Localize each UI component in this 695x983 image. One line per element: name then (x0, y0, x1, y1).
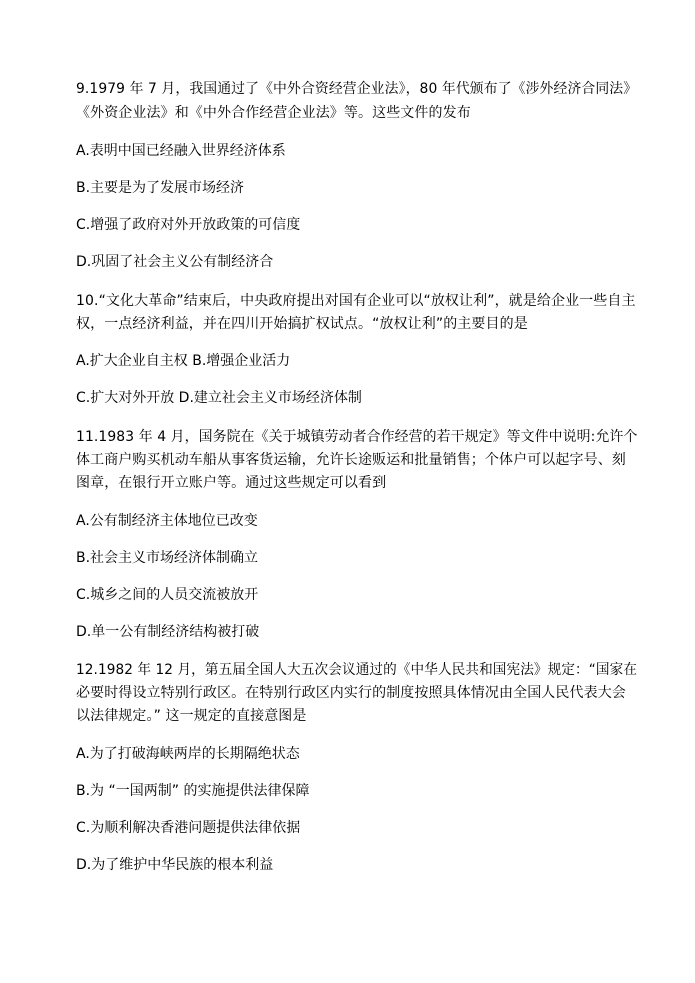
question-12-option-c: C.为顺利解决香港问题提供法律依据 (76, 820, 301, 836)
question-12-stem-line-3: 以法律规定。” 这一规定的直接意图是 (76, 708, 307, 724)
question-11-option-c: C.城乡之间的人员交流被放开 (76, 587, 259, 603)
question-11-option-a: A.公有制经济主体地位已改变 (76, 513, 258, 529)
question-9-option-d: D.巩固了社会主义公有制经济合 (76, 254, 274, 270)
question-9-stem-line-1: 9.1979 年 7 月，我国通过了《中外合资经营企业法》，80 年代颁布了《涉外经济合同法》 (76, 81, 638, 97)
question-12-option-b: B.为 “一国两制” 的实施提供法律保障 (76, 783, 310, 799)
question-11-option-d: D.单一公有制经济结构被打破 (76, 624, 260, 640)
question-12-stem-line-1: 12.1982 年 12 月，第五届全国人大五次会议通过的《中华人民共和国宪法》规定：“国家在 (76, 662, 638, 678)
question-12-option-a: A.为了打破海峡两岸的长期隔绝状态 (76, 746, 300, 762)
question-12-stem-line-2: 必要时得设立特别行政区。在特别行政区内实行的制度按照具体情况由全国人民代表大会 (76, 685, 626, 701)
question-9-option-a: A.表明中国已经融入世界经济体系 (76, 143, 286, 159)
question-11-stem-line-2: 体工商户购买机动车船从事客货运输，允许长途贩运和批量销售；个体户可以起字号、刻 (76, 452, 626, 468)
question-10-stem-line-1: 10.“文化大革命”结束后，中央政府提出对国有企业可以“放权让利”，就是给企业一些自主 (76, 293, 636, 309)
question-9-option-c: C.增强了政府对外开放政策的可信度 (76, 217, 301, 233)
question-10-option-cd: C.扩大对外开放 D.建立社会主义市场经济体制 (76, 390, 362, 406)
question-9-stem-line-2: 《外资企业法》和《中外合作经营企业法》等。这些文件的发布 (76, 105, 471, 121)
question-12-option-d: D.为了维护中华民族的根本利益 (76, 857, 274, 873)
question-11-option-b: B.社会主义市场经济体制确立 (76, 550, 259, 566)
question-9-option-b: B.主要是为了发展市场经济 (76, 180, 245, 196)
question-10-option-ab: A.扩大企业自主权 B.增强企业活力 (76, 353, 291, 369)
question-11-stem-line-1: 11.1983 年 4 月，国务院在《关于城镇劳动者合作经营的若干规定》等文件中说明:允许个 (76, 429, 638, 445)
question-11-stem-line-3: 图章，在银行开立账户等。通过这些规定可以看到 (76, 475, 387, 491)
question-10-stem-line-2: 权，一点经济利益，并在四川开始搞扩权试点。“放权让利”的主要目的是 (76, 316, 528, 332)
